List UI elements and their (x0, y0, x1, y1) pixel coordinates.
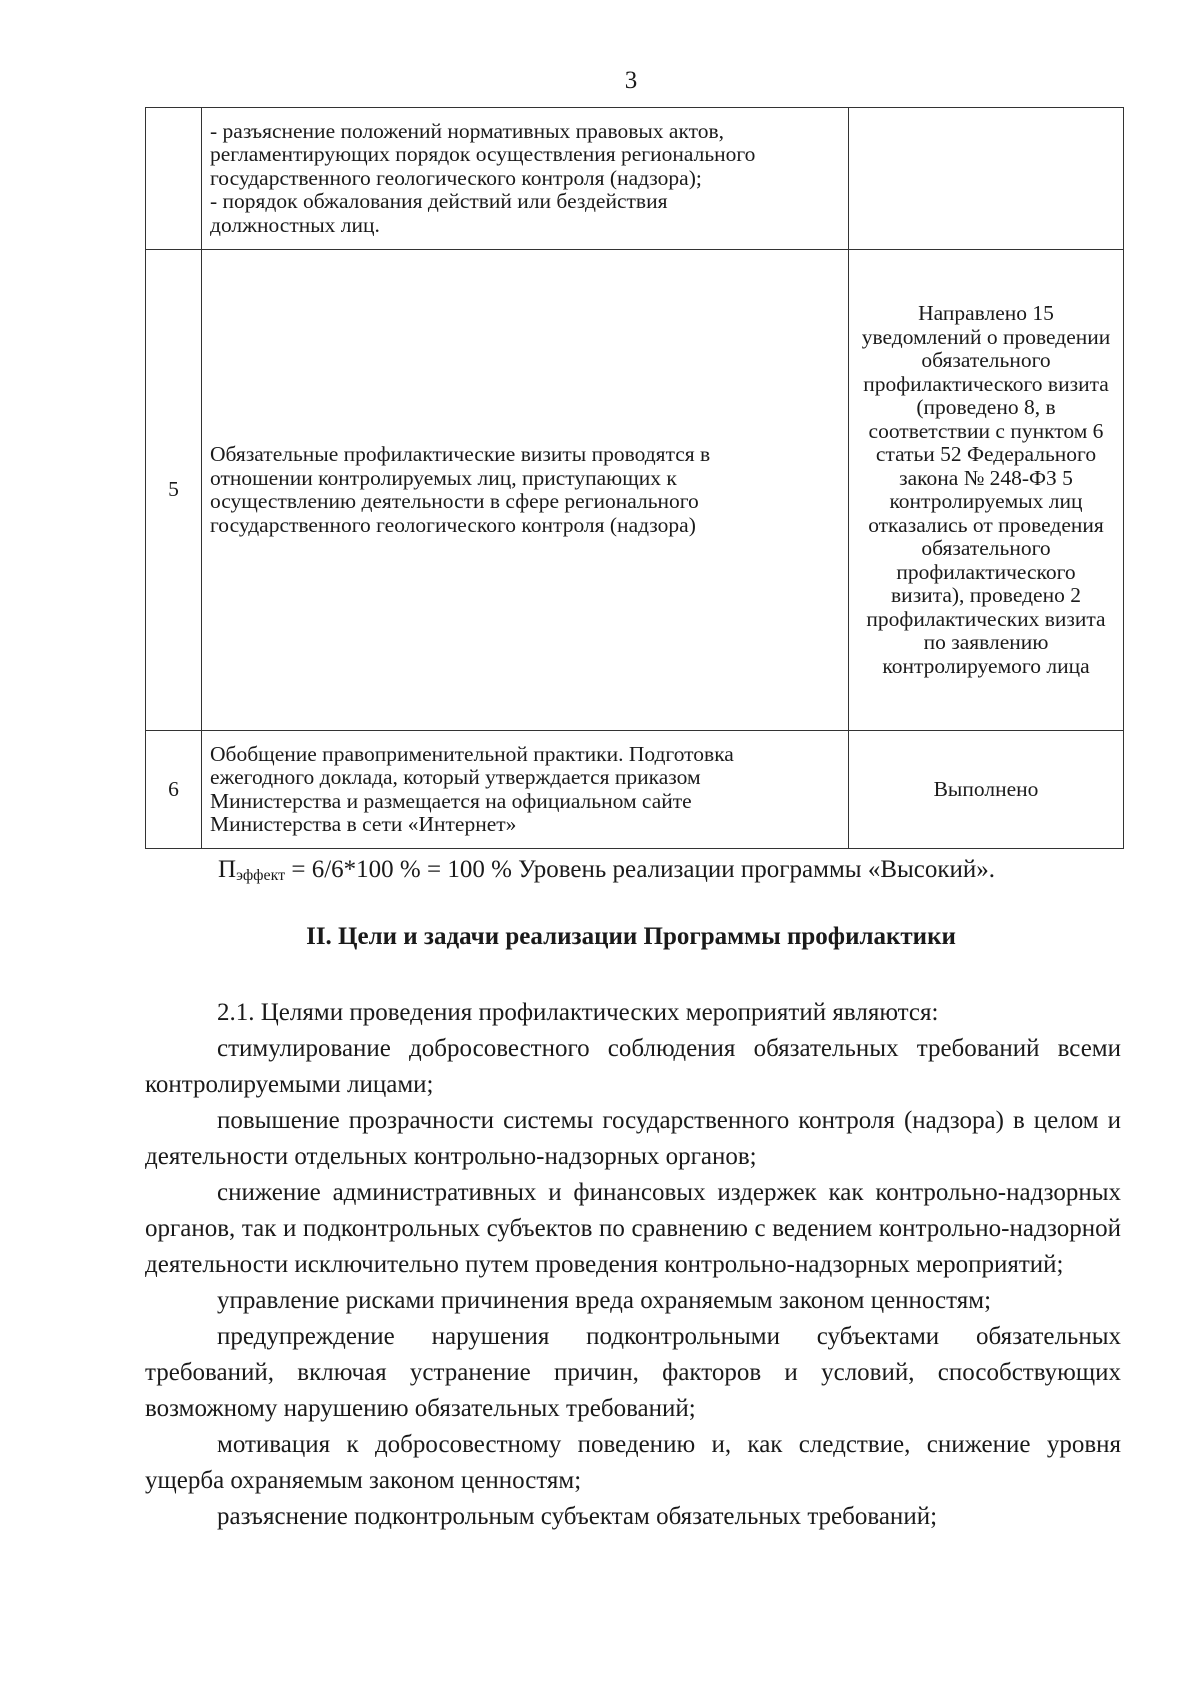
description-line: - разъяснение положений нормативных правовых актов, (210, 118, 725, 143)
paragraph: снижение административных и финансовых издержек как контрольно-надзорных органов, так и подконтрольных субъектов по сравнению с ведением контрольно-надзорной деятельности исключительно путем проведения контрольно-надзорных мероприятий; (145, 1179, 1121, 1278)
row-description-cell (202, 108, 849, 250)
row-result-cell (849, 250, 1124, 731)
paragraph: 2.1. Целями проведения профилактических мероприятий являются: (217, 999, 939, 1026)
body-text (145, 995, 1121, 1535)
description-line: Министерства в сети «Интернет» (210, 812, 517, 836)
description-line: должностных лиц. (210, 212, 380, 237)
paragraph: разъяснение подконтрольным субъектам обязательных требований; (217, 1503, 938, 1530)
row-number-cell (146, 108, 202, 250)
efficiency-formula (218, 855, 1138, 891)
formula-expression: = 6/6*100 % = 100 % Уровень реализации программы «Высокий». (285, 856, 996, 883)
row-description-cell (202, 250, 849, 731)
description-line: - порядок обжалования действий или бездействия (210, 189, 668, 214)
row-result-cell (849, 108, 1124, 250)
row-number-cell: 5 (146, 250, 202, 731)
formula-subscript: эффект (236, 867, 286, 884)
description-line: Обобщение правоприменительной практики. Подготовка (210, 741, 734, 766)
paragraph: стимулирование добросовестного соблюдения обязательных требований всеми контролируемыми лицами; (145, 1035, 1121, 1098)
measures-table (145, 107, 1124, 849)
result-text: Направлено 15 уведомлений о проведении обязательного профилактического визита (проведено 8, в соответствии с пунктом 6 статьи 52 Федерального закона № 248-ФЗ 5 контролируемых лиц отказались от проведения обязательного профилактического визита), проведено 2 профилактических визита по заявлению контролируемого лица (861, 301, 1111, 678)
description-line: Министерства и размещается на официальном сайте (210, 788, 692, 813)
formula-symbol: П (218, 856, 237, 883)
table-row (146, 108, 1124, 250)
description-line: государственного геологического контроля (надзора); (210, 165, 702, 190)
description-line: Обязательные профилактические визиты проводятся в (210, 442, 711, 466)
table-row (146, 250, 1124, 731)
description-line: отношении контролируемых лиц, приступающих к (210, 465, 677, 490)
paragraph: мотивация к добросовестному поведению и, как следствие, снижение уровня ущерба охраняемым законом ценностям; (145, 1431, 1121, 1494)
row-number-cell: 6 (146, 731, 202, 849)
paragraph: предупреждение нарушения подконтрольными субъектами обязательных требований, включая устранение причин, факторов и условий, способствующих возможному нарушению обязательных требований; (145, 1323, 1121, 1422)
row-result-cell: Выполнено (849, 731, 1124, 849)
row-description-cell (202, 731, 849, 849)
paragraph: повышение прозрачности системы государственного контроля (надзора) в целом и деятельности отдельных контрольно-надзорных органов; (145, 1107, 1121, 1170)
description-line: государственного геологического контроля (надзора) (210, 512, 696, 537)
table-row (146, 731, 1124, 849)
paragraph: управление рисками причинения вреда охраняемым законом ценностям; (217, 1287, 992, 1314)
description-line: регламентирующих порядок осуществления регионального (210, 142, 756, 167)
section-heading: II. Цели и задачи реализации Программы профилактики (306, 923, 956, 950)
description-line: ежегодного доклада, который утверждается приказом (210, 765, 701, 789)
description-line: осуществлению деятельности в сфере регионального (210, 489, 699, 513)
page-number: 3 (624, 67, 638, 94)
